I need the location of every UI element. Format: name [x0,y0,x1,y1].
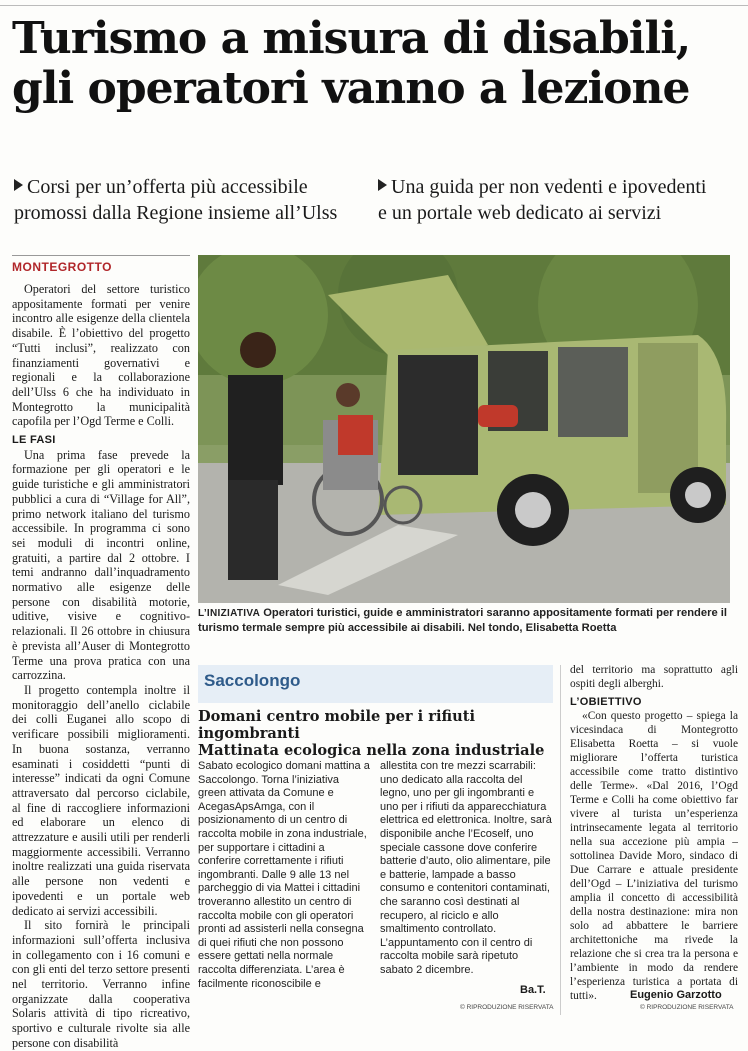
left-paragraph-2: Una prima fase prevede la formazione per gli operatori e le guide turistiche e gli amministratori pubblici a cura di “Village for All”, primo network italiano del turismo accessibile. In programma ci sono sei moduli di incontri online, gratuiti, a partire dal 2 ottobre. I temi andranno dall’inquadramento normativo alle esigenze delle persone con disabilità motorie, uditive, visive e cognitivo-relazionali. Il 26 ottobre in chiusura è prevista all’Auser di Montegrotto Terme una prova pratica con una carrozzina. [12,447,190,683]
triangle-bullet-icon [14,179,23,191]
left-paragraph-3: Il progetto contempla inoltre il monitoraggio dell’anello ciclabile dei colli Euganei allo scopo di verificare possibili miglioramenti. In buona sostanza, verranno esaminati i cosiddetti “punti di interesse” indicati da ogni Comune attraversato dal percorso ciclabile, al fine di raccogliere informazioni ed elaborare un elenco di attrezzature e ausili utili per renderli maggiormente accessibili. Verranno inoltre realizzati una guida riservata alle persone non vedenti e ipovedenti e un portale web dedicato ai servizi accessibili. [12,682,190,918]
headline-line-2: gli operatori vanno a lezione [12,63,690,114]
subhead-left-line-1: Corsi per un’offerta più accessibile [27,176,308,198]
subhead-right-line-1: Una guida per non vedenti e ipovedenti [391,176,707,198]
subhead-left [14,174,364,226]
saccolongo-headline-2: Mattinata ecologica nella zona industriale [198,742,545,759]
saccolongo-headline [198,708,558,759]
left-paragraph-4: Il sito fornirà le principali informazioni sull’offerta inclusiva in collegamento con i 16 comuni e con gli enti del terzo settore presenti nel territorio. Verranno infine organizzate dalla cooperativa Solaris attività di tipo ricreativo, sportivo e culturale rivolte sia alle persone con disabilità [12,918,190,1050]
saccolongo-column-2: allestita con tre mezzi scarrabili: uno dedicato alla raccolta del legno, uno per gli ingombranti e uno per i rifiuti da apparecchiatura elettrica ed elettronica. Inoltre, sarà disponibile anche l’Ecoself, uno speciale cassone dove conferire batterie d’auto, olio alimentare, pile e batterie, lampade a basso consumo e contenitori contaminati, che saranno così destinati al recupero, al riciclo e allo smaltimento controllato. L’appuntamento con il centro di raccolta mobile sarà ripetuto sabato 2 dicembre. [380,760,552,976]
photo-caption [198,606,730,636]
right-subheading: L’OBIETTIVO [570,696,642,708]
saccolongo-headline-1: Domani centro mobile per i rifiuti ingombranti [198,708,476,742]
caption-label: L’INIZIATIVA [198,608,261,619]
article-photo [198,255,730,603]
saccolongo-rights: © RIPRODUZIONE RISERVATA [460,1004,554,1011]
saccolongo-section-title: Saccolongo [204,671,301,690]
left-article-column [12,282,190,1051]
left-subheading: LE FASI [12,434,56,447]
headline [12,14,742,114]
saccolongo-signature: Ba.T. [520,984,546,996]
triangle-bullet-icon [378,179,387,191]
column-divider [560,665,561,1015]
headline-line-1: Turismo a misura di disabili, [12,13,691,64]
caption-text: Operatori turistici, guide e amministratori saranno appositamente formati per rendere il turismo termale sempre più accessibile ai disabili. Nel tondo, Elisabetta Roetta [198,607,728,634]
top-rule [0,5,748,6]
saccolongo-column-1: Sabato ecologico domani mattina a Saccolongo. Torna l’iniziativa green attivata da Comune e AcegasApsAmga, con il posizionamento di un centro di raccolta mobile in zona industriale, per supportare i cittadini a conferire correttamente i rifiuti ingombranti. Dalle 9 alle 13 nel parcheggio di via Mattei i cittadini troveranno allestito un centro di raccolta mobile con gli operatori pronti ad assisterli nella consegna di quei rifiuti che non possono essere gettati nella normale raccolta differenziata. L’area è facilmente riconoscibile e [198,760,370,990]
subhead-right [378,174,738,226]
right-rights: © RIPRODUZIONE RISERVATA [640,1004,734,1011]
left-paragraph-1: Operatori del settore turistico appositamente formati per venire incontro alle esigenze della clientela disabile. È l’obiettivo del progetto “Tutti inclusi”, realizzato con finanziamenti governativi e regionali e la collaborazione dell’Ulss 6 che ha individuato in Montegrotto la municipalità capofila per l’Ogd Terme e Colli. [12,282,190,429]
location-kicker: MONTEGROTTO [12,255,190,274]
photo-illustration [198,255,730,603]
subhead-right-line-2: e un portale web dedicato ai servizi [378,202,662,224]
subhead-left-line-2: promossi dalla Regione insieme all’Ulss [14,202,338,224]
right-paragraph-1: «Con questo progetto – spiega la vicesindaca di Montegrotto Elisabetta Roetta – si vuole migliorare l’offerta turistica accessibile come tratto distintivo delle Terme». «Dal 2016, l’Ogd Terme e Colli ha come obiettivo far vivere al turista un’esperienza intrinsecamente legata al territorio nella sua accezione più ampia – sottolinea Davide Moro, sindaco di Due Carrare e attuale presidente dell’Ogd – L’iniziativa del turismo amplia il concetto di accessibilità della nostra destinazione: mira non solo ad abbattere le barriere architettoniche ma rivede la relazione che si crea tra la persona e l’ambiente in modo da rendere l’esperienza turistica a portata di tutti». [570,710,738,1002]
right-lead: del territorio ma soprattutto agli ospiti degli alberghi. [570,664,738,690]
right-signature: Eugenio Garzotto [630,989,722,1001]
right-article-column [570,663,738,1003]
